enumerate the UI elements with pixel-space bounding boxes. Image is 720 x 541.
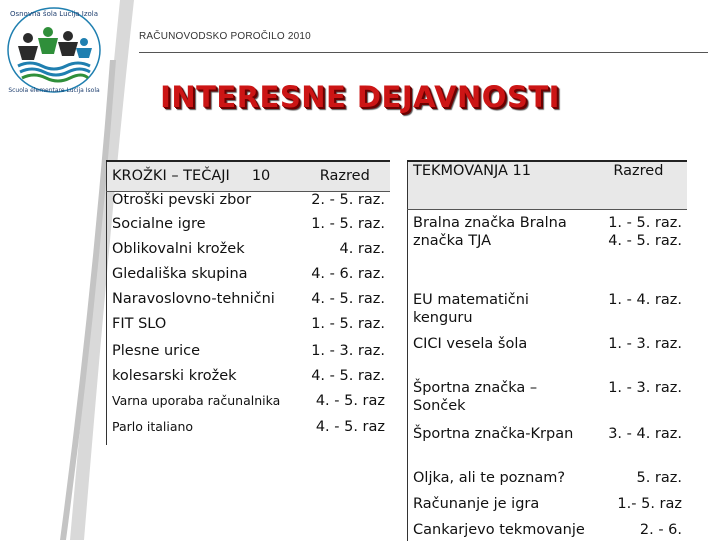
club-grade: 1. - 3. raz. (311, 343, 385, 359)
competition-name: Oljka, ali te poznam? (413, 470, 566, 486)
table-row (408, 469, 688, 495)
table-row (107, 266, 391, 291)
competition-grade: 2. - 6. (639, 522, 682, 538)
table-row (107, 216, 391, 241)
club-name: Parlo italiano (112, 419, 194, 434)
club-name: Varna uporaba računalnika (112, 393, 281, 408)
page-title: INTERESNE DEJAVNOSTI (160, 80, 560, 114)
club-grade: 1. - 5. raz. (311, 216, 385, 232)
logo-bottom-text: Scuola elementare Lucija Isola (8, 87, 100, 94)
table-row (408, 495, 688, 521)
club-name: Socialne igre (112, 216, 206, 232)
club-grade: 4. - 5. raz (315, 393, 385, 409)
competition-name: Športna značka – Sonček (413, 380, 538, 414)
competition-name: Športna značka-Krpan (413, 426, 574, 442)
competition-grade: 3. - 4. raz. (608, 426, 682, 442)
competition-name: CICI vesela šola (413, 336, 528, 352)
club-grade: 2. - 5. raz. (311, 191, 385, 208)
club-name: FIT SLO (112, 316, 167, 332)
table-row (408, 425, 688, 469)
competitions-header-label: TEKMOVANJA 11 (408, 161, 590, 209)
table-row (408, 521, 688, 541)
club-grade: 4. - 5. raz. (311, 291, 385, 307)
club-grade: 4. - 5. raz (315, 419, 385, 435)
club-name: Oblikovalni krožek (112, 241, 245, 257)
clubs-header-cell (107, 161, 300, 191)
clubs-grade-header: Razred (300, 161, 390, 191)
competition-name: Bralna značka Bralna značka TJA (413, 214, 567, 249)
clubs-count: 10 (251, 168, 271, 185)
competition-grade: 1.- 5. raz (617, 496, 682, 512)
competition-grade: 5. raz. (636, 470, 682, 486)
clubs-table (106, 160, 390, 445)
club-grade: 4. - 6. raz. (311, 266, 385, 282)
table-row (107, 191, 391, 216)
competition-name: Cankarjevo tekmovanje (413, 522, 585, 538)
competition-grade: 1. - 4. raz. (608, 292, 682, 308)
competition-grade: 1. - 5. raz. 4. - 5. raz. (608, 214, 682, 249)
clubs-header-label: KROŽKI – TEČAJI (112, 168, 230, 185)
club-name: Plesne urice (112, 343, 201, 359)
club-name: Gledališka skupina (112, 266, 248, 282)
club-grade: 4. - 5. raz. (311, 368, 385, 384)
club-name: kolesarski krožek (112, 368, 237, 384)
club-grade: 1. - 5. raz. (311, 316, 385, 332)
table-header-row (408, 161, 688, 209)
logo-top-text: Osnovna šola Lucija Izola (9, 10, 99, 18)
table-row (107, 316, 391, 343)
table-row (107, 241, 391, 266)
header-rule (139, 52, 708, 53)
table-row (107, 368, 391, 393)
table-row (107, 291, 391, 316)
competitions-table (407, 160, 687, 541)
table-row (408, 379, 688, 425)
competition-name: Računanje je igra (413, 496, 540, 512)
document-title: RAČUNOVODSKO POROČILO 2010 (139, 31, 311, 42)
table-row (107, 419, 391, 445)
table-header-row (107, 161, 391, 191)
table-row (107, 393, 391, 419)
competition-grade: 1. - 3. raz. (608, 336, 682, 352)
table-row (408, 291, 688, 335)
table-row (107, 343, 391, 368)
club-name: Otroški pevski zbor (112, 191, 252, 208)
table-row (408, 209, 688, 291)
club-name: Naravoslovno-tehnični (112, 291, 275, 307)
competitions-grade-header: Razred (590, 161, 687, 209)
competition-name: EU matematični kenguru (413, 292, 529, 326)
club-grade: 4. raz. (339, 241, 385, 257)
competition-grade: 1. - 3. raz. (608, 380, 682, 396)
table-row (408, 335, 688, 379)
